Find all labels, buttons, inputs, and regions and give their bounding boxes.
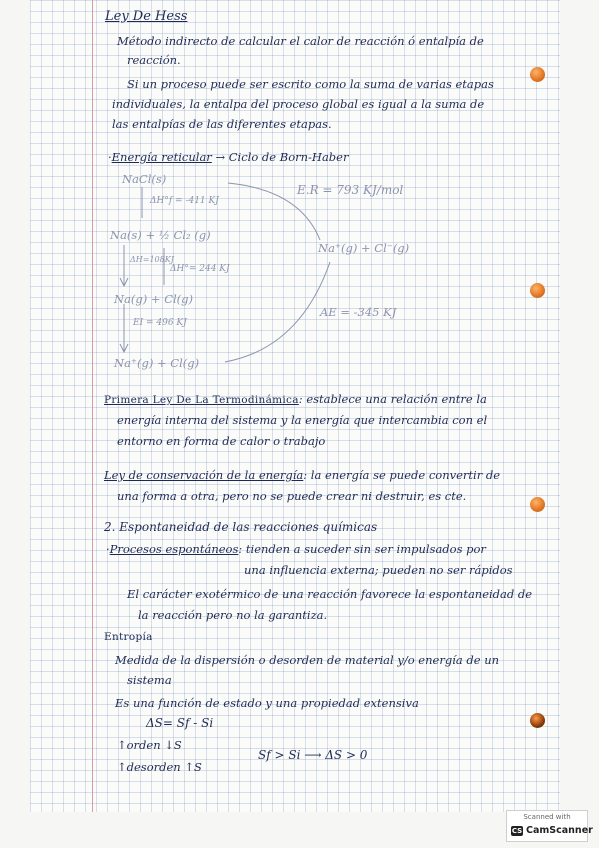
bullet: · xyxy=(108,150,112,164)
first-law-line xyxy=(104,392,487,407)
page-title: Ley De Hess xyxy=(105,9,188,24)
spontaneous-heading: Procesos espontáneos xyxy=(109,542,239,556)
order-note: ↑orden ↓S xyxy=(117,738,182,752)
conservation-line: una forma a otra, pero no se puede crear ni destruir, es cte. xyxy=(117,489,467,503)
cycle-term: Energía reticular xyxy=(111,150,212,164)
exothermic-line: El carácter exotérmico de una reacción favorece la espontaneidad de xyxy=(127,587,533,601)
spontaneous-line: una influencia externa; pueden no ser rápidos xyxy=(244,563,513,577)
hess-statement-line: individuales, la entalpa del proceso global es igual a la suma de xyxy=(112,97,485,111)
definition-line: Método indirecto de calcular el calor de reacción ó entalpía de xyxy=(117,34,484,48)
disorder-note: ↑desorden ↑S xyxy=(117,760,202,774)
dissociation-enthalpy: ΔH°= 244 KJ xyxy=(170,264,230,274)
first-law-text: : establece una relación entre la xyxy=(298,392,487,406)
spontaneous-text: : tienden a suceder sin ser impulsados por xyxy=(238,542,486,556)
conservation-line xyxy=(104,468,500,482)
hess-statement-line: Si un proceso puede ser escrito como la suma de varias etapas xyxy=(127,77,494,91)
entropy-line: Medida de la dispersión o desorden de material y/o energía de un xyxy=(115,653,500,667)
cycle-name: Ciclo de Born-Haber xyxy=(228,150,349,164)
camscanner-brand: CamScanner xyxy=(526,825,593,836)
entropy-line: sistema xyxy=(127,673,172,687)
affinity-arrow xyxy=(225,262,330,362)
sublimation-enthalpy: ΔH=108KJ xyxy=(130,255,174,264)
electron-affinity: AE = -345 KJ xyxy=(320,305,397,319)
camscanner-badge xyxy=(506,810,593,842)
first-law-line: entorno en forma de calor o trabajo xyxy=(117,434,326,448)
definition-line: reacción. xyxy=(127,53,181,67)
nacl-label: NaCl(s) xyxy=(122,172,167,186)
ionization-energy: EI = 496 KJ xyxy=(133,318,187,328)
formation-enthalpy: ΔH°f = -411 KJ xyxy=(150,196,219,206)
conservation-text: : la energía se puede convertir de xyxy=(303,468,501,482)
entropy-heading: Entropía xyxy=(104,631,153,643)
section-title: 2. Espontaneidad de las reacciones químicas xyxy=(104,520,378,534)
entropy-condition: Sf > Si ⟶ ΔS > 0 xyxy=(258,748,368,762)
conservation-heading: Ley de conservación de la energía xyxy=(104,468,304,482)
ions-label: Na⁺(g) + Cl(g) xyxy=(114,356,200,370)
state-function-line: Es una función de estado y una propiedad extensiva xyxy=(115,696,419,710)
spontaneous-line: ·Procesos espontáneos: tienden a suceder sin ser impulsados por xyxy=(106,542,486,556)
hess-statement-line: las entalpías de las diferentes etapas. xyxy=(112,117,332,131)
atoms-label: Na(g) + Cl(g) xyxy=(114,292,194,306)
first-law-heading: Primera Ley De La Termodinámica xyxy=(104,394,299,406)
scanned-with-label: Scanned with xyxy=(523,813,571,821)
entropy-formula: ΔS= Sf - Si xyxy=(146,716,214,730)
exothermic-line: la reacción pero no la garantiza. xyxy=(138,608,328,622)
arrow-icon: → xyxy=(215,150,226,164)
lattice-energy: E.R = 793 KJ/mol xyxy=(297,183,404,197)
camscanner-logo-icon: CS xyxy=(511,827,523,835)
reactants-label: Na(s) + ½ Cl₂ (g) xyxy=(110,228,211,242)
gas-ions-label: Na⁺(g) + Cl⁻(g) xyxy=(318,241,410,255)
first-law-line: energía interna del sistema y la energía que intercambia con el xyxy=(117,413,488,427)
